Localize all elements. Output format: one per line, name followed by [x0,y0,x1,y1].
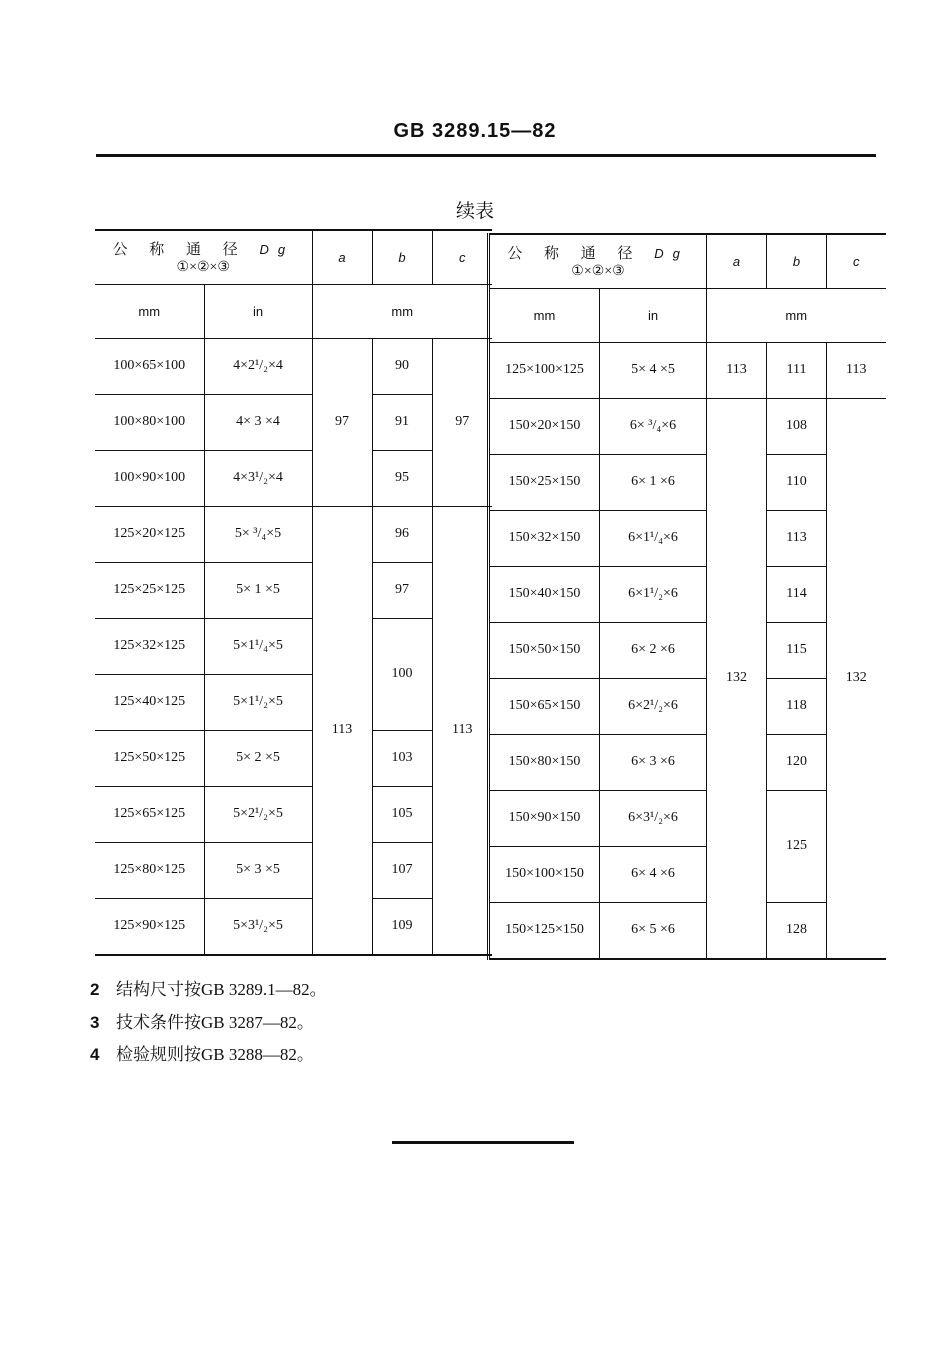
dg-header [95,230,312,284]
table-row [489,734,886,790]
cell-in: 5× 3 ×5 [204,842,312,898]
dg-formula: ①×②×③ [176,260,230,276]
cell-mm: 100×65×100 [95,338,204,394]
cell-in: 5×2¹/₂×5 [204,786,312,842]
cell-in: 6× 3 ×6 [600,734,707,790]
cell-c-merged: 113 [432,506,492,955]
header-row [489,234,886,288]
table-row [489,790,886,846]
cell-b: 108 [767,398,827,454]
cell-mm: 125×32×125 [95,618,204,674]
cell-mm: 150×125×150 [489,902,600,959]
header-row [95,230,492,284]
cell-mm: 125×65×125 [95,786,204,842]
cell-c: 113 [827,342,886,398]
table-row [489,342,886,398]
cell-b: 120 [767,734,827,790]
table-row [489,398,886,454]
unit-in: in [204,284,312,338]
table-row [95,506,492,562]
cell-a-merged: 97 [312,338,372,506]
cell-in: 6×1¹/₄×6 [600,510,707,566]
note-text: 结构尺寸按GB 3289.1—82。 [116,980,327,999]
cell-b-merged: 100 [372,618,432,730]
cell-b: 91 [372,394,432,450]
note-item [90,975,327,1000]
unit-row [95,284,492,338]
table-row [489,678,886,734]
cell-in: 6× ³/₄×6 [600,398,707,454]
table-row [489,454,886,510]
cell-b: 118 [767,678,827,734]
note-item [90,1040,314,1065]
cell-mm: 150×25×150 [489,454,600,510]
table-subtitle: 续表 [455,201,494,222]
note-number: 3 [90,1013,100,1032]
cell-mm: 150×32×150 [489,510,600,566]
cell-mm: 150×40×150 [489,566,600,622]
a-header: a [312,230,372,284]
b-header: b [767,234,827,288]
cell-b: 107 [372,842,432,898]
cell-b: 95 [372,450,432,506]
cell-mm: 150×90×150 [489,790,600,846]
dg-symbol: Dg [654,246,689,262]
unit-mm-abc: mm [312,284,492,338]
cell-mm: 150×80×150 [489,734,600,790]
cell-in: 6× 4 ×6 [600,846,707,902]
note-item [90,1008,314,1033]
table-row [489,622,886,678]
cell-in: 5×1¹/₂×5 [204,674,312,730]
cell-in: 6×2¹/₂×6 [600,678,707,734]
table-row [489,902,886,959]
cell-c-merged: 132 [827,398,886,959]
header-rule [96,154,876,157]
dg-symbol: Dg [259,242,295,258]
dg-formula: ①×②×③ [571,264,625,280]
end-rule [392,1141,574,1144]
cell-mm: 125×50×125 [95,730,204,786]
cell-in: 6× 2 ×6 [600,622,707,678]
cell-in: 6× 1 ×6 [600,454,707,510]
cell-a: 113 [707,342,767,398]
dg-header [489,234,707,288]
cell-in: 4×2¹/₂×4 [204,338,312,394]
cell-b: 113 [767,510,827,566]
cell-mm: 150×65×150 [489,678,600,734]
cell-mm: 150×20×150 [489,398,600,454]
unit-mm: mm [489,288,600,342]
cell-mm: 125×100×125 [489,342,600,398]
cell-mm: 125×40×125 [95,674,204,730]
cell-b: 105 [372,786,432,842]
document-header: GB 3289.15—82 [393,120,557,142]
cell-b: 97 [372,562,432,618]
cell-in: 4×3¹/₂×4 [204,450,312,506]
unit-in: in [600,288,707,342]
cell-b: 111 [767,342,827,398]
unit-mm-abc: mm [707,288,886,342]
note-text: 检验规则按GB 3288—82。 [116,1045,314,1064]
cell-in: 5× ³/₄×5 [204,506,312,562]
cell-mm: 125×20×125 [95,506,204,562]
cell-in: 6×1¹/₂×6 [600,566,707,622]
unit-mm: mm [95,284,204,338]
cell-b: 128 [767,902,827,959]
cell-in: 5×3¹/₂×5 [204,898,312,955]
c-header: c [827,234,886,288]
dg-title: 公 称 通 径 [507,246,642,263]
cell-b-merged: 125 [767,790,827,902]
cell-in: 5×1¹/₄×5 [204,618,312,674]
right-dimension-table [487,233,886,960]
cell-in: 5× 4 ×5 [600,342,707,398]
cell-in: 4× 3 ×4 [204,394,312,450]
unit-row [489,288,886,342]
cell-a-merged: 113 [312,506,372,955]
dg-title: 公 称 通 径 [112,242,247,259]
cell-mm: 150×100×150 [489,846,600,902]
cell-in: 5× 1 ×5 [204,562,312,618]
left-dimension-table [95,229,492,956]
cell-mm: 125×25×125 [95,562,204,618]
table-row [489,510,886,566]
cell-mm: 100×80×100 [95,394,204,450]
cell-mm: 150×50×150 [489,622,600,678]
cell-mm: 100×90×100 [95,450,204,506]
cell-b: 114 [767,566,827,622]
cell-c-merged: 97 [432,338,492,506]
cell-b: 110 [767,454,827,510]
cell-mm: 125×80×125 [95,842,204,898]
note-text: 技术条件按GB 3287—82。 [116,1013,314,1032]
cell-a-merged: 132 [707,398,767,959]
note-number: 2 [90,980,100,999]
table-row [489,566,886,622]
b-header: b [372,230,432,284]
cell-in: 6×3¹/₂×6 [600,790,707,846]
cell-mm: 125×90×125 [95,898,204,955]
cell-b: 96 [372,506,432,562]
cell-b: 90 [372,338,432,394]
cell-in: 6× 5 ×6 [600,902,707,959]
table-row [95,338,492,394]
cell-b: 103 [372,730,432,786]
note-number: 4 [90,1045,100,1064]
cell-b: 109 [372,898,432,955]
a-header: a [707,234,767,288]
cell-b: 115 [767,622,827,678]
c-header: c [432,230,492,284]
cell-in: 5× 2 ×5 [204,730,312,786]
